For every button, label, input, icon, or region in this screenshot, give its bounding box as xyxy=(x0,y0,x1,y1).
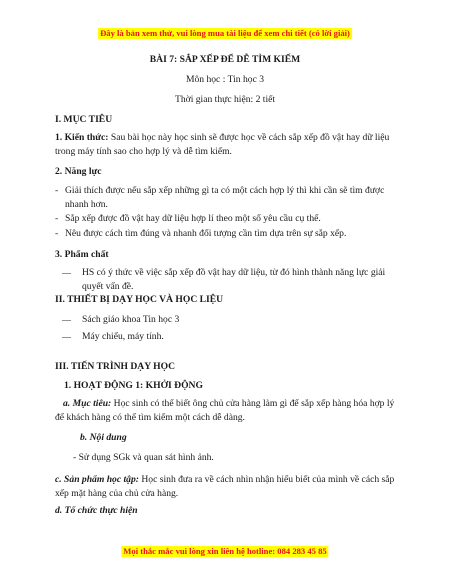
line-marker: — xyxy=(62,268,71,278)
activity-heading: 1. HOẠT ĐỘNG 1: KHỞI ĐỘNG xyxy=(64,380,203,391)
knowledge-paragraph xyxy=(55,131,400,159)
product-label: c. Sản phẩm học tập: xyxy=(55,474,139,485)
ability-item-text: Nêu được cách tìm đúng và nhanh đối tượng cần tìm dựa trên sự sắp xếp. xyxy=(65,228,347,239)
dash-marker: - xyxy=(55,185,59,196)
section-objectives-heading: I. MỤC TIÊU xyxy=(55,114,113,125)
line-marker: — xyxy=(62,332,71,342)
line-marker: — xyxy=(62,315,71,325)
preview-notice-banner: Đây là bản xem thử, vui lòng mua tài liệu để xem chi tiết (có lời giải) xyxy=(100,28,350,38)
hotline-banner: Mọi thắc mắc vui lòng xin liên hệ hotline: 084 283 45 85 xyxy=(123,546,327,556)
content-text: - Sử dụng SGk và quan sát hình ảnh. xyxy=(73,452,214,463)
section-equipment-heading: II. THIẾT BỊ DẠY HỌC VÀ HỌC LIỆU xyxy=(55,294,224,305)
ability-item-text: Giải thích được nếu sắp xếp những gì ta có một cách hợp lý thì khi cần sẽ tìm được nhanh hơn. xyxy=(65,185,385,210)
dash-marker: - xyxy=(55,228,59,239)
ability-heading: 2. Năng lực xyxy=(55,166,102,177)
ability-item-text: Sắp xếp được đồ vật hay dữ liệu hợp lí theo một số yêu cầu cụ thể. xyxy=(65,213,321,224)
dash-marker: - xyxy=(55,213,59,224)
objective-label: a. Mục tiêu: xyxy=(63,398,112,409)
content-heading: b. Nội dung xyxy=(80,432,127,443)
product-paragraph xyxy=(55,473,400,501)
objective-text: Học sinh có thể biết ông chủ cửa hàng làm gì để sắp xếp hàng hóa hợp lý để khách hàng có thể tìm kiếm một cách dễ dàng. xyxy=(55,398,395,423)
quality-heading: 3. Phẩm chất xyxy=(55,249,109,260)
quality-item-text: HS có ý thức về việc sắp xếp đồ vật hay dữ liệu, từ đó hình thành năng lực giải quyết vấn đề. xyxy=(82,267,386,292)
objective-paragraph xyxy=(55,397,400,425)
organize-heading: d. Tổ chức thực hiện xyxy=(55,505,138,516)
product-text: Học sinh đưa ra về cách nhìn nhận hiểu biết của mình về cách sắp xếp mặt hàng của chủ cửa hàng. xyxy=(55,474,395,499)
duration-line: Thời gian thực hiện: 2 tiết xyxy=(174,94,276,105)
section-process-heading: III. TIẾN TRÌNH DẠY HỌC xyxy=(55,361,176,372)
lesson-title: BÀI 7: SẮP XẾP ĐỂ DỄ TÌM KIẾM xyxy=(149,54,301,65)
knowledge-label: 1. Kiến thức: xyxy=(55,132,109,143)
subject-line: Môn học : Tin học 3 xyxy=(185,74,265,85)
equipment-item-text: Máy chiếu, máy tính. xyxy=(82,331,164,342)
knowledge-text: Sau bài học này học sinh sẽ được học về cách sắp xếp đồ vật hay dữ liệu trong máy tính sao cho hợp lý và dễ tìm kiếm. xyxy=(55,132,390,157)
equipment-item-text: Sách giáo khoa Tin học 3 xyxy=(82,314,180,325)
